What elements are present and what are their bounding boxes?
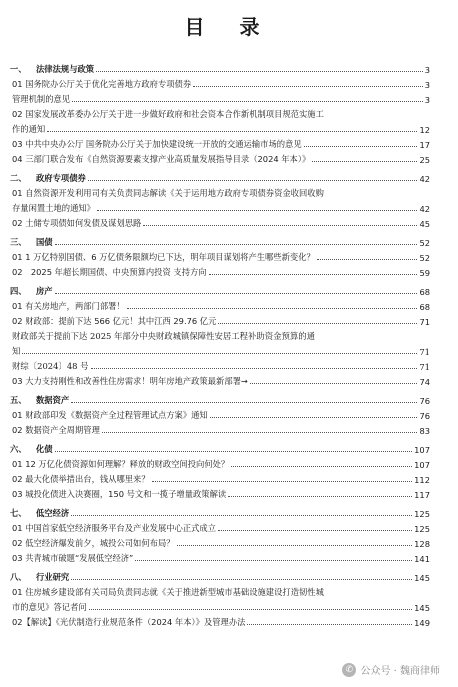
toc-section[interactable] (10, 389, 430, 406)
item-text: 作的通知 (12, 124, 46, 134)
page-number: 145 (414, 573, 430, 583)
toc-item[interactable] (10, 105, 430, 120)
section-number: 五、 (10, 395, 27, 405)
leader-dots (312, 161, 417, 162)
page-number: 145 (414, 603, 430, 613)
page-number: 141 (414, 554, 430, 564)
wechat-icon: ✆ (342, 663, 356, 677)
section-number: 一、 (10, 64, 27, 74)
item-text: 市的意见》答记者问 (12, 602, 87, 612)
page-number: 107 (414, 445, 430, 455)
table-of-contents (10, 56, 430, 628)
toc-item[interactable] (10, 342, 430, 357)
page-number: 17 (419, 140, 430, 150)
item-text: 02 国家发展改革委办公厅关于进一步做好政府和社会资本合作新机制项目规范实施工 (12, 109, 324, 119)
page-number: 128 (414, 539, 430, 549)
item-text: 02【解读】《光伏制造行业规范条件（2024 年本）》及管理办法 (12, 617, 246, 627)
item-text: 存量闲置土地的通知》 (12, 203, 95, 213)
item-text: 知 (12, 346, 21, 356)
leader-dots (228, 496, 412, 497)
page-number: 112 (414, 475, 430, 485)
leader-dots (143, 225, 417, 226)
item-text: 01 1 万亿特别国债、6 万亿债务限额均已下达，明年项目谋划将产生哪些新变化？ (12, 252, 315, 262)
item-text: 01 自然资源开发利用司有关负责同志解读《关于运用地方政府专项债券资金收回收购 (12, 188, 324, 198)
toc-section[interactable] (10, 438, 430, 455)
page-number: 74 (419, 377, 430, 387)
toc-item[interactable] (10, 120, 430, 135)
item-text: 02 最大化债举措出台，钱从哪里来？ (12, 474, 150, 484)
page-number: 42 (419, 174, 430, 184)
page-number: 71 (419, 362, 430, 372)
leader-dots (22, 353, 417, 354)
leader-dots (250, 383, 418, 384)
page-number: 117 (414, 490, 430, 500)
toc-item[interactable] (10, 470, 430, 485)
toc-item[interactable] (10, 184, 430, 199)
page-number: 83 (419, 426, 430, 436)
leader-dots (193, 86, 423, 87)
leader-dots (88, 180, 418, 181)
page-number: 45 (419, 219, 430, 229)
toc-item[interactable] (10, 519, 430, 534)
toc-section[interactable] (10, 231, 430, 248)
item-text: 01 中国首家低空经济服务平台及产业发展中心正式成立 (12, 523, 217, 533)
leader-dots (218, 530, 412, 531)
item-text: 03 中共中央办公厅 国务院办公厅关于加快建设统一开放的交通运输市场的意见 (12, 139, 302, 149)
item-text: 03 大力支持刚性和改善性住房需求！明年房地产政策最新部署→ (12, 376, 248, 386)
page-number: 76 (419, 411, 430, 421)
leader-dots (152, 481, 413, 482)
toc-item[interactable] (10, 327, 430, 342)
item-text: 02 数据资产全周期管理 (12, 425, 100, 435)
toc-item[interactable] (10, 534, 430, 549)
leader-dots (304, 146, 418, 147)
section-label: 低空经济 (36, 508, 70, 518)
page-number: 68 (419, 302, 430, 312)
item-text: 01 财政部印发《数据资产全过程管理试点方案》通知 (12, 410, 208, 420)
item-text: 01 有关房地产，两部门部署！ (12, 301, 125, 311)
toc-item[interactable] (10, 150, 430, 165)
section-number: 七、 (10, 508, 27, 518)
watermark-text: 公众号 · 魏商律师 (360, 666, 440, 677)
toc-item[interactable] (10, 90, 430, 105)
page-number: 125 (414, 509, 430, 519)
page-number: 68 (419, 287, 430, 297)
page-number: 25 (419, 155, 430, 165)
item-text: 财政部关于提前下达 2025 年部分中央财政城镇保障性安居工程补助资金预算的通 (12, 331, 316, 341)
item-text: 03 共青城市破题“发展低空经济” (12, 553, 134, 563)
toc-item[interactable] (10, 135, 430, 150)
toc-item[interactable] (10, 75, 430, 90)
section-label: 房产 (36, 286, 53, 296)
item-text: 02 2025 年超长期国债、中央预算内投资 支持方向 (12, 267, 207, 277)
item-text: 02 土储专项债如何发债及谋划思路 (12, 218, 142, 228)
page-number: 59 (419, 268, 430, 278)
item-text: 01 国务院办公厅关于优化完善地方政府专项债券 (12, 79, 192, 89)
page-number: 12 (419, 125, 430, 135)
page-number: 52 (419, 238, 430, 248)
section-number: 八、 (10, 572, 27, 582)
leader-dots (55, 293, 418, 294)
leader-dots (55, 451, 413, 452)
toc-item[interactable] (10, 485, 430, 500)
toc-section[interactable] (10, 58, 430, 75)
section-label: 政府专项债券 (36, 173, 86, 183)
leader-dots (247, 624, 412, 625)
leader-dots (72, 101, 423, 102)
toc-item[interactable] (10, 357, 430, 372)
section-number: 二、 (10, 173, 27, 183)
toc-section[interactable] (10, 167, 430, 184)
toc-item[interactable] (10, 214, 430, 229)
page-number: 3 (424, 95, 430, 105)
leader-dots (71, 402, 417, 403)
section-label: 化债 (36, 444, 53, 454)
page-number: 125 (414, 524, 430, 534)
toc-item[interactable] (10, 613, 430, 628)
toc-item[interactable] (10, 549, 430, 564)
leader-dots (71, 515, 412, 516)
toc-item[interactable] (10, 455, 430, 470)
leader-dots (71, 579, 412, 580)
toc-item[interactable] (10, 199, 430, 214)
leader-dots (209, 274, 418, 275)
leader-dots (47, 131, 417, 132)
page-title: 目 录 (184, 15, 274, 39)
toc-item[interactable] (10, 312, 430, 327)
section-label: 行业研究 (36, 572, 70, 582)
toc-section[interactable] (10, 502, 430, 519)
leader-dots (210, 417, 418, 418)
item-text: 04 三部门联合发布《自然资源要素支撑产业高质量发展指导目录（2024 年本）》 (12, 154, 311, 164)
leader-dots (177, 545, 413, 546)
page-number: 3 (424, 65, 430, 75)
item-text: 01 12 万亿化债资源如何理解？释放的财政空间投向何处？ (12, 459, 230, 469)
leader-dots (97, 210, 417, 211)
toc-item[interactable] (10, 297, 430, 312)
section-label: 数据资产 (36, 395, 70, 405)
toc-item[interactable] (10, 372, 430, 387)
page-number: 71 (419, 317, 430, 327)
leader-dots (135, 560, 412, 561)
leader-dots (96, 71, 423, 72)
leader-dots (127, 308, 418, 309)
toc-item[interactable] (10, 583, 430, 598)
leader-dots (89, 609, 412, 610)
item-text: 02 财政部：提前下达 566 亿元！其中江西 29.76 亿元 (12, 316, 217, 326)
leader-dots (102, 432, 418, 433)
toc-section[interactable] (10, 566, 430, 583)
section-number: 六、 (10, 444, 27, 454)
toc-item[interactable] (10, 421, 430, 436)
page-number: 71 (419, 347, 430, 357)
toc-item[interactable] (10, 248, 430, 263)
item-text: 财综〔2024〕48 号 (12, 361, 89, 371)
leader-dots (317, 259, 418, 260)
toc-section[interactable] (10, 280, 430, 297)
item-text: 03 城投化债进入决赛圈，150 号文和一揽子增量政策解读 (12, 489, 227, 499)
section-label: 法律法规与政策 (36, 64, 95, 74)
item-text: 02 低空经济爆发前夕，城投公司如何布局？ (12, 538, 175, 548)
section-number: 四、 (10, 286, 27, 296)
page-number: 3 (424, 80, 430, 90)
item-text: 管理机制的意见 (12, 94, 71, 104)
page-number: 149 (414, 618, 430, 628)
toc-item[interactable] (10, 263, 430, 278)
toc-item[interactable] (10, 598, 430, 613)
page-number: 76 (419, 396, 430, 406)
page-number: 42 (419, 204, 430, 214)
page-number: 107 (414, 460, 430, 470)
section-number: 三、 (10, 237, 27, 247)
toc-item[interactable] (10, 406, 430, 421)
item-text: 01 住房城乡建设部有关司局负责同志就《关于推进新型城市基础设施建设打造韧性城 (12, 587, 324, 597)
leader-dots (218, 323, 417, 324)
page-number: 52 (419, 253, 430, 263)
leader-dots (55, 244, 418, 245)
section-label: 国债 (36, 237, 53, 247)
leader-dots (231, 466, 412, 467)
leader-dots (91, 368, 418, 369)
